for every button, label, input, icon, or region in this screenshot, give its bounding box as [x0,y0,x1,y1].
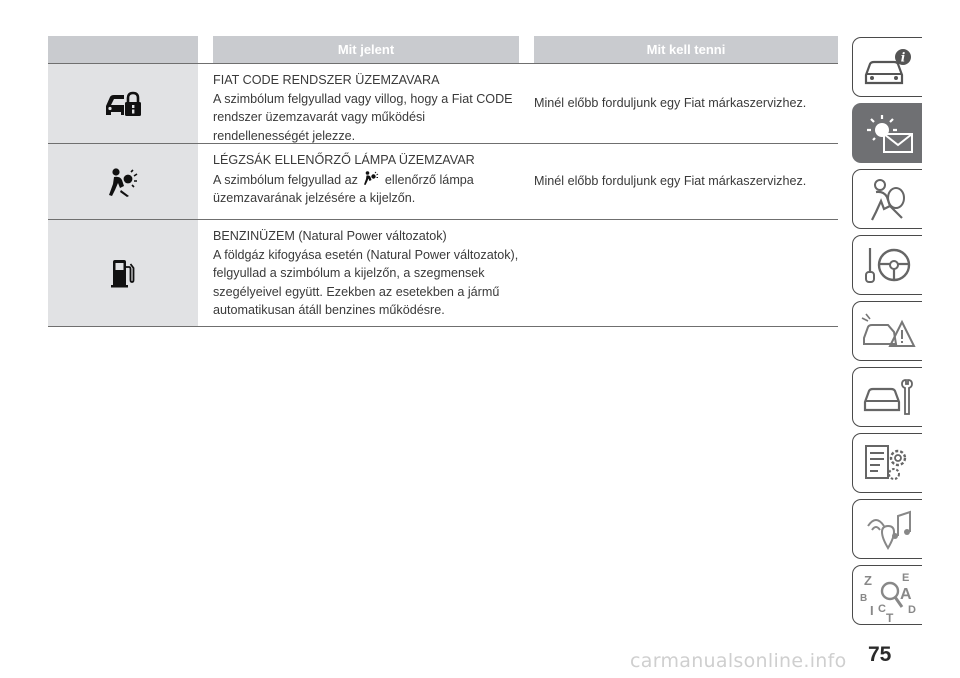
row-description: A szimbólum felgyullad vagy villog, hogy a Fiat CODE rendszer üzemzavarát vagy működési rendellenességét jelezze. [213,91,513,143]
table-row [48,219,838,327]
svg-text:D: D [907,604,916,616]
index-search-icon [858,567,918,623]
page-number: 75 [868,643,892,666]
airbag-icon [107,166,139,198]
meaning-cell [213,64,519,143]
tab-car-info[interactable] [852,37,922,97]
tab-multimedia[interactable] [852,499,922,559]
tab-safety[interactable] [852,169,922,229]
tab-starting-driving[interactable] [852,235,922,295]
tab-maintenance[interactable] [852,367,922,427]
svg-text:i: i [900,50,905,65]
description-start: A szimbólum felgyullad az [213,172,358,187]
action-cell: Minél előbb forduljunk egy Fiat márkaszervizhez. [534,96,807,111]
icon-cell [48,144,198,219]
airbag-seat-icon [860,176,916,222]
car-info-icon [860,45,916,89]
tab-index[interactable] [852,565,922,625]
header-icon-column [48,36,198,63]
svg-text:I: I [869,603,874,618]
steering-wheel-key-icon [860,242,916,288]
table-header [48,36,838,63]
row-title: BENZINÜZEM (Natural Power változatok) [213,229,447,243]
tab-warning-lights[interactable] [852,103,922,163]
row-description: A földgáz kifogyása esetén (Natural Power változatok), felgyullad a szimbólum a kijelzőn, a szegmensek szegélyeivel együtt. Ezekben az esetekben a jármű automatikusan átáll benzines működésre. [213,247,519,317]
svg-text:E: E [901,572,909,584]
svg-text:C: C [877,603,886,615]
header-action: Mit kell tenni [534,36,838,63]
action-cell: Minél előbb forduljunk egy Fiat márkaszervizhez. [534,174,807,189]
tab-emergency[interactable] [852,301,922,361]
tab-technical-data[interactable] [852,433,922,493]
fuel-pump-icon [111,258,135,288]
car-crash-warning-icon [858,308,918,354]
row-description [213,170,519,208]
car-lock-icon [104,90,142,118]
car-wrench-icon [860,374,916,420]
airbag-inline-icon [363,170,379,186]
header-meaning: Mit jelent [213,36,519,63]
icon-cell [48,64,198,143]
warning-light-envelope-icon [858,110,918,156]
table-row [48,63,838,143]
table-row [48,143,838,219]
icon-cell [48,220,198,326]
multimedia-icon [860,506,916,552]
row-title: FIAT CODE RENDSZER ÜZEMZAVARA [213,73,440,87]
row-title: LÉGZSÁK ELLENŐRZŐ LÁMPA ÜZEMZAVAR [213,153,475,167]
meaning-cell [213,220,519,326]
specs-gear-icon [860,440,916,486]
action-cell [534,220,838,326]
svg-text:T: T [885,611,893,623]
warning-lights-table [48,36,838,327]
svg-text:Z: Z [863,573,872,588]
svg-text:A: A [899,586,912,603]
description-end: ellenőrző lámpa üzemzavarának jelzésére a kijelzőn. [213,172,474,205]
watermark: carmanualsonline.info [630,650,847,672]
svg-text:B: B [859,593,867,604]
meaning-cell [213,144,519,219]
